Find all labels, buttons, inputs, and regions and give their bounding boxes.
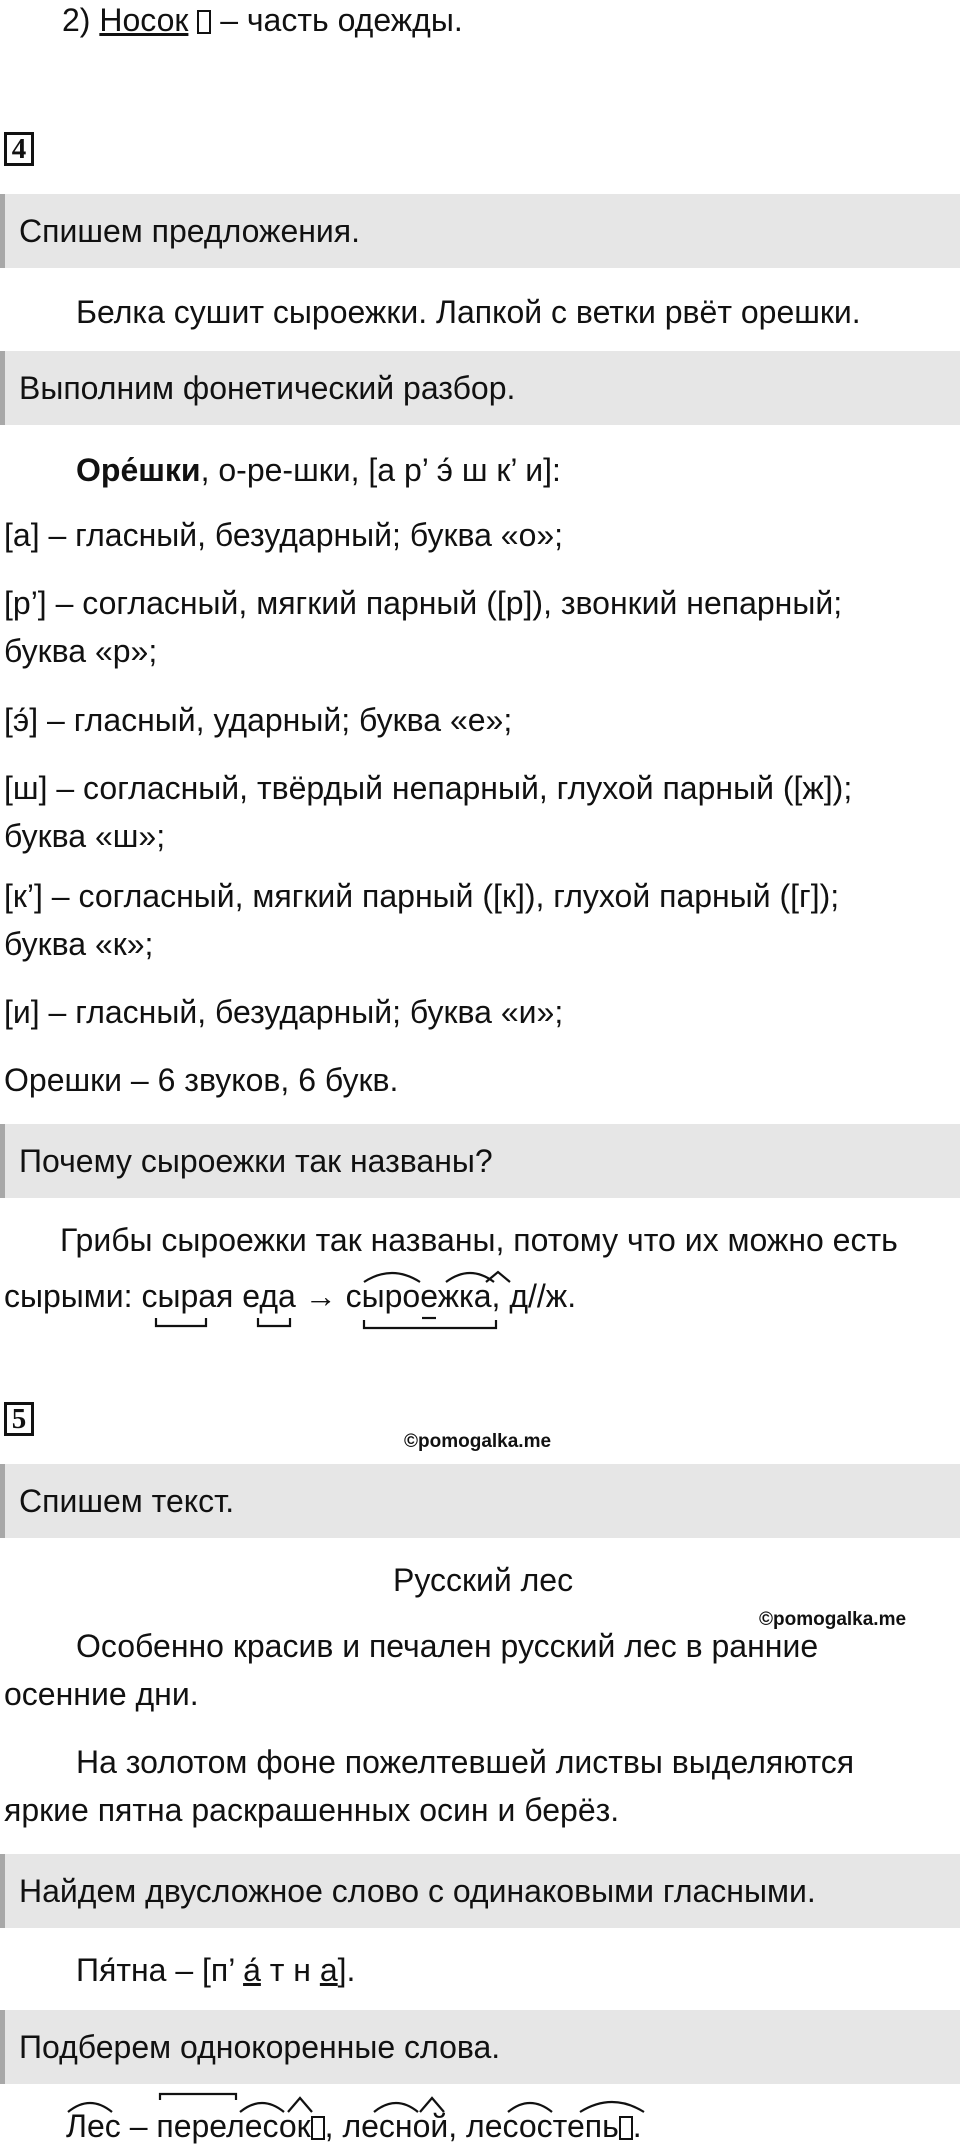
answer-line-1: Грибы сыроежки так названы, потому что их можно есть <box>60 1222 898 1258</box>
root-arc-les-3 <box>374 2103 418 2112</box>
top-line <box>62 0 463 40</box>
stem-marker <box>364 1320 496 1328</box>
comma: , <box>324 2108 334 2144</box>
pyatna-transcription <box>76 1950 355 1990</box>
instruction-text: Выполним фонетический разбор. <box>19 370 516 406</box>
word-les: Лес <box>66 2108 121 2144</box>
sentence-text: Белка сушит сыроежки. Лапкой с ветки рвёт орешки. <box>76 294 861 330</box>
suffix-mark-ok <box>288 2098 312 2112</box>
word-eda: еда <box>242 1278 296 1314</box>
sound-line: [ш] – согласный, твёрдый непарный, глухой парный ([ж]); <box>4 770 853 806</box>
task-number-4: 4 <box>4 132 34 166</box>
word-pereleso: перелесок <box>156 2108 311 2144</box>
paragraph-line: На золотом фоне пожелтевшей листвы выделяются <box>76 1744 855 1780</box>
suffix-mark <box>486 1272 510 1282</box>
text-title: Русский лес <box>393 1562 574 1598</box>
transcription: , о-ре-шки, [а р’ э́ ш к’ и]: <box>200 452 561 488</box>
sound-line: буква «р»; <box>4 633 158 669</box>
ending-box-icon <box>311 2116 325 2140</box>
root-marker-ed <box>258 1318 290 1326</box>
question-text: Почему сыроежки так названы? <box>19 1143 493 1179</box>
sound-line: [а] – гласный, безударный; буква «о»; <box>4 517 564 553</box>
instruction-band <box>0 1464 960 1538</box>
sound-line: [и] – гласный, безударный; буква «и»; <box>4 994 564 1030</box>
arrow: → <box>295 1278 346 1314</box>
phonetic-header <box>76 450 561 490</box>
paragraph-line: яркие пятна раскрашенных осин и берёз. <box>4 1792 620 1828</box>
sound-line: буква «к»; <box>4 926 154 962</box>
sound-line: [к’] – согласный, мягкий парный ([к]), глухой парный ([г]); <box>4 878 840 914</box>
sound-line: буква «ш»; <box>4 818 166 854</box>
paragraph-line: Особенно красив и печален русский лес в ранние <box>76 1628 819 1664</box>
instruction-band <box>0 2010 960 2084</box>
pyatna-mid: т н <box>260 1952 320 1988</box>
word-lesnoy: лесной <box>342 2108 449 2144</box>
word-syroezhka: сыроежка <box>345 1278 492 1314</box>
paragraph-line: осенние дни. <box>4 1676 199 1712</box>
root-marker-syr <box>156 1318 206 1326</box>
sound-summary: Орешки – 6 звуков, 6 букв. <box>4 1062 399 1098</box>
top-line-number: 2) <box>62 2 91 38</box>
sound-line: [р’] – согласный, мягкий парный ([р]), звонкий непарный; <box>4 585 843 621</box>
cognate-morpheme-marks <box>0 2088 700 2118</box>
watermark: ©pomogalka.me <box>759 1609 907 1630</box>
top-line-word: Носок <box>99 2 189 38</box>
morpheme-marks <box>0 1260 700 1330</box>
instruction-text: Подберем однокоренные слова. <box>19 2029 501 2065</box>
prefix-mark-pere <box>160 2094 236 2100</box>
instruction-band <box>0 1854 960 1928</box>
word-syraya: сырая <box>141 1278 234 1314</box>
instruction-text: Найдем двусложное слово с одинаковыми гласными. <box>19 1873 816 1909</box>
question-band <box>0 1124 960 1198</box>
root-arc-step <box>580 2102 644 2112</box>
instruction-text: Спишем предложения. <box>19 213 360 249</box>
answer-tail: , д//ж. <box>491 1278 577 1314</box>
instruction-text: Спишем текст. <box>19 1483 235 1519</box>
analyzed-word: Оре́шки <box>76 452 201 488</box>
root-arc-syr <box>364 1273 420 1282</box>
period: . <box>632 2108 642 2144</box>
pyatna-pre: Пя́тна – [п’ <box>76 1952 244 1988</box>
ending-box-icon <box>197 10 211 34</box>
root-arc-les-4 <box>508 2103 552 2112</box>
answer-lead: сырыми: <box>4 1278 142 1314</box>
pyatna-vowel-1: а́ <box>243 1952 261 1988</box>
suffix-mark-n <box>420 2098 444 2112</box>
pyatna-vowel-2: а <box>319 1952 338 1988</box>
pyatna-end: ]. <box>337 1952 356 1988</box>
root-arc-les-2 <box>240 2103 284 2112</box>
instruction-band <box>0 351 960 425</box>
sound-line: [э́] – гласный, ударный; буква «е»; <box>4 702 513 738</box>
dash: – <box>120 2108 157 2144</box>
top-line-rest: – часть одежды. <box>220 2 463 38</box>
instruction-band <box>0 194 960 268</box>
root-arc-les <box>68 2103 112 2112</box>
watermark: ©pomogalka.me <box>404 1431 552 1452</box>
word-lesostep: лесостепь <box>466 2108 619 2144</box>
task-number-5: 5 <box>4 1402 34 1436</box>
ending-box-icon <box>619 2116 633 2140</box>
comma: , <box>448 2108 458 2144</box>
